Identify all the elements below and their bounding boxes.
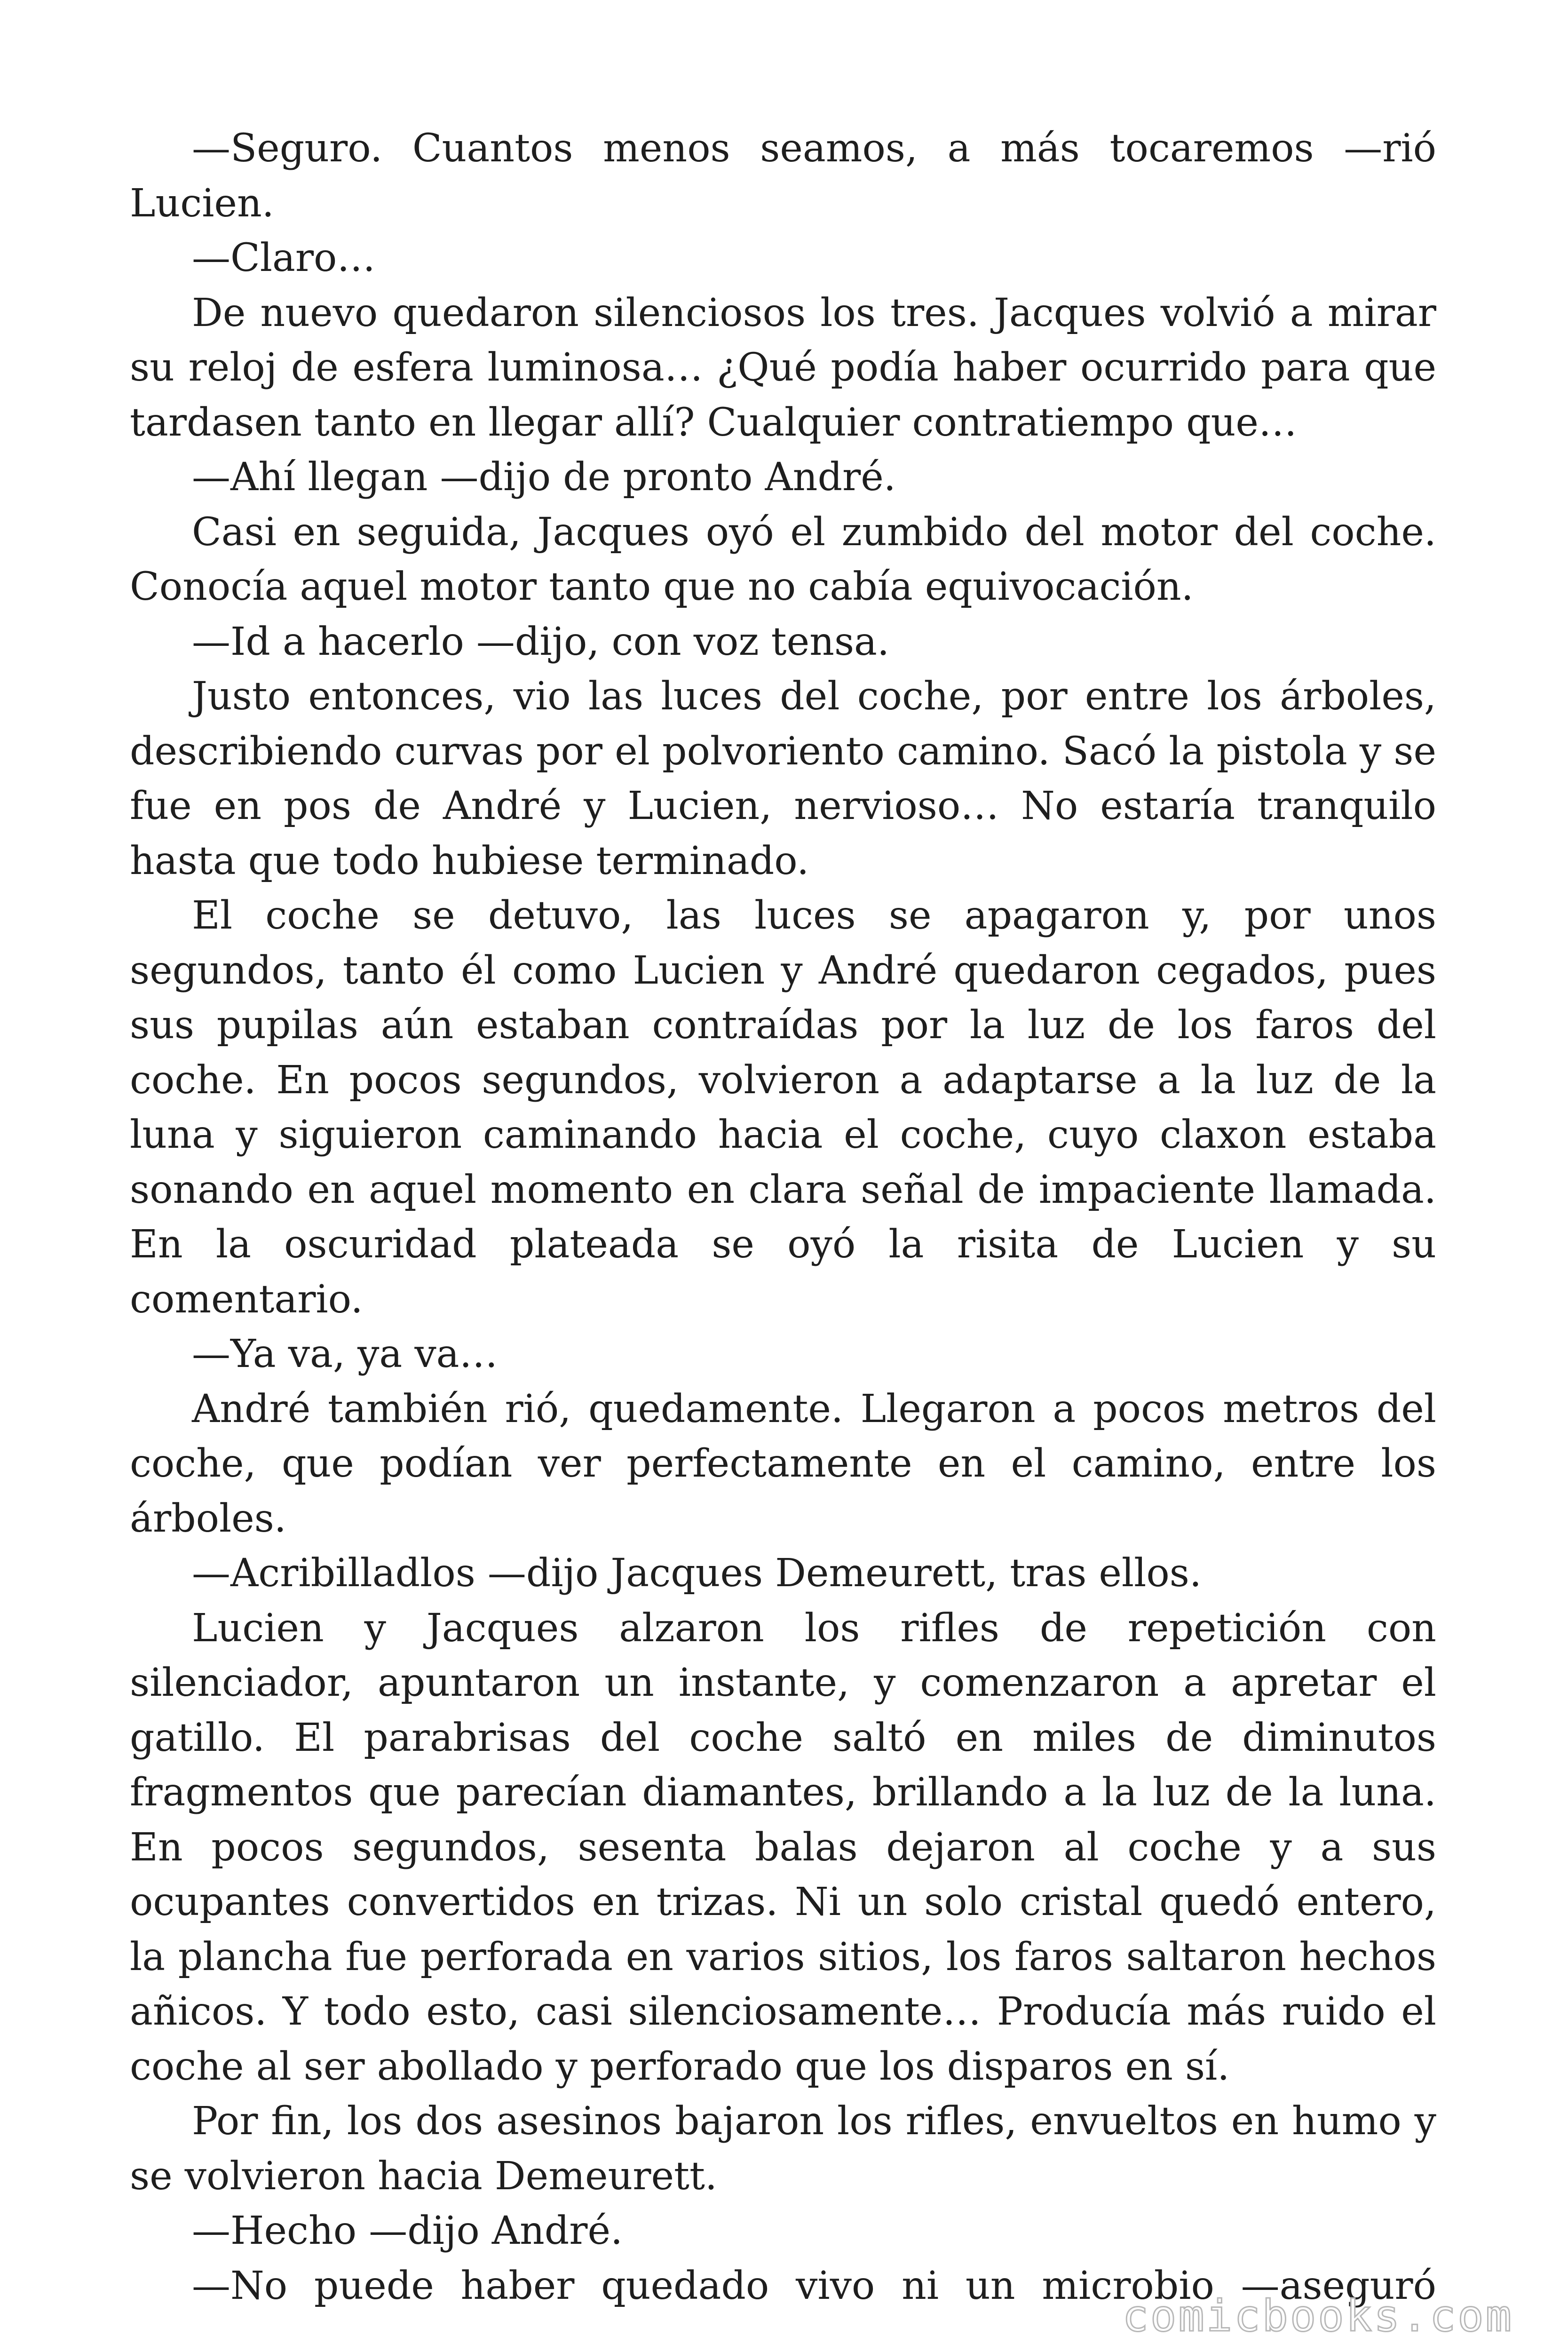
paragraph: André también rió, quedamente. Llegaron a pocos metros del coche, que podían ver perfectamente en el camino, entre los árboles. <box>130 1386 1436 1541</box>
paragraph: —Id a hacerlo —dijo, con voz tensa. <box>192 619 890 664</box>
paragraph: —Claro… <box>192 236 376 280</box>
paragraph: —Ya va, ya va… <box>192 1332 498 1376</box>
paragraph: —Ahí llegan —dijo de pronto André. <box>192 455 896 500</box>
paragraph: Por fin, los dos asesinos bajaron los rifles, envueltos en humo y se volvieron hacia Demeurett. <box>130 2099 1436 2199</box>
watermark: comicbooks.com <box>1122 2291 1513 2341</box>
paragraph: Lucien y Jacques alzaron los rifles de repetición con silenciador, apuntaron un instante, y comenzaron a apretar el gatillo. El parabrisas del coche saltó en miles de diminutos fragmentos que parecían diamantes, brillando a la luz de la luna. En pocos segundos, sesenta balas dejaron al coche y a sus ocupantes convertidos en trizas. Ni un solo cristal quedó entero, la plancha fue perforada en varios sitios, los faros saltaron hechos añicos. Y todo esto, casi silenciosamente… Producía más ruido el coche al ser abollado y perforado que los disparos en sí. <box>130 1605 1436 2089</box>
paragraph: —No puede haber quedado vivo ni un microbio —aseguró <box>192 2263 1436 2308</box>
paragraph: Casi en seguida, Jacques oyó el zumbido del motor del coche. Conocía aquel motor tanto que no cabía equivocación. <box>130 509 1436 609</box>
paragraph: —Hecho —dijo André. <box>192 2209 623 2253</box>
paragraph: —Seguro. Cuantos menos seamos, a más tocaremos —rió Lucien. <box>130 126 1436 226</box>
paragraph: Justo entonces, vio las luces del coche, por entre los árboles, describiendo curvas por el polvoriento camino. Sacó la pistola y se fue en pos de André y Lucien, nervioso… No estaría tranquilo hasta que todo hubiese terminado. <box>130 674 1436 883</box>
paragraph: —Acribilladlos —dijo Jacques Demeurett, tras ellos. <box>192 1551 1202 1596</box>
body-text <box>130 121 1436 2313</box>
paragraph: El coche se detuvo, las luces se apagaron y, por unos segundos, tanto él como Lucien y André quedaron cegados, pues sus pupilas aún estaban contraídas por la luz de los faros del coche. En pocos segundos, volvieron a adaptarse a la luz de la luna y siguieron caminando hacia el coche, cuyo claxon estaba sonando en aquel momento en clara señal de impaciente llamada. En la oscuridad plateada se oyó la risita de Lucien y su comentario. <box>130 893 1436 1322</box>
paragraph: De nuevo quedaron silenciosos los tres. Jacques volvió a mirar su reloj de esfera luminosa… ¿Qué podía haber ocurrido para que tardasen tanto en llegar allí? Cualquier contratiempo que… <box>130 290 1436 445</box>
